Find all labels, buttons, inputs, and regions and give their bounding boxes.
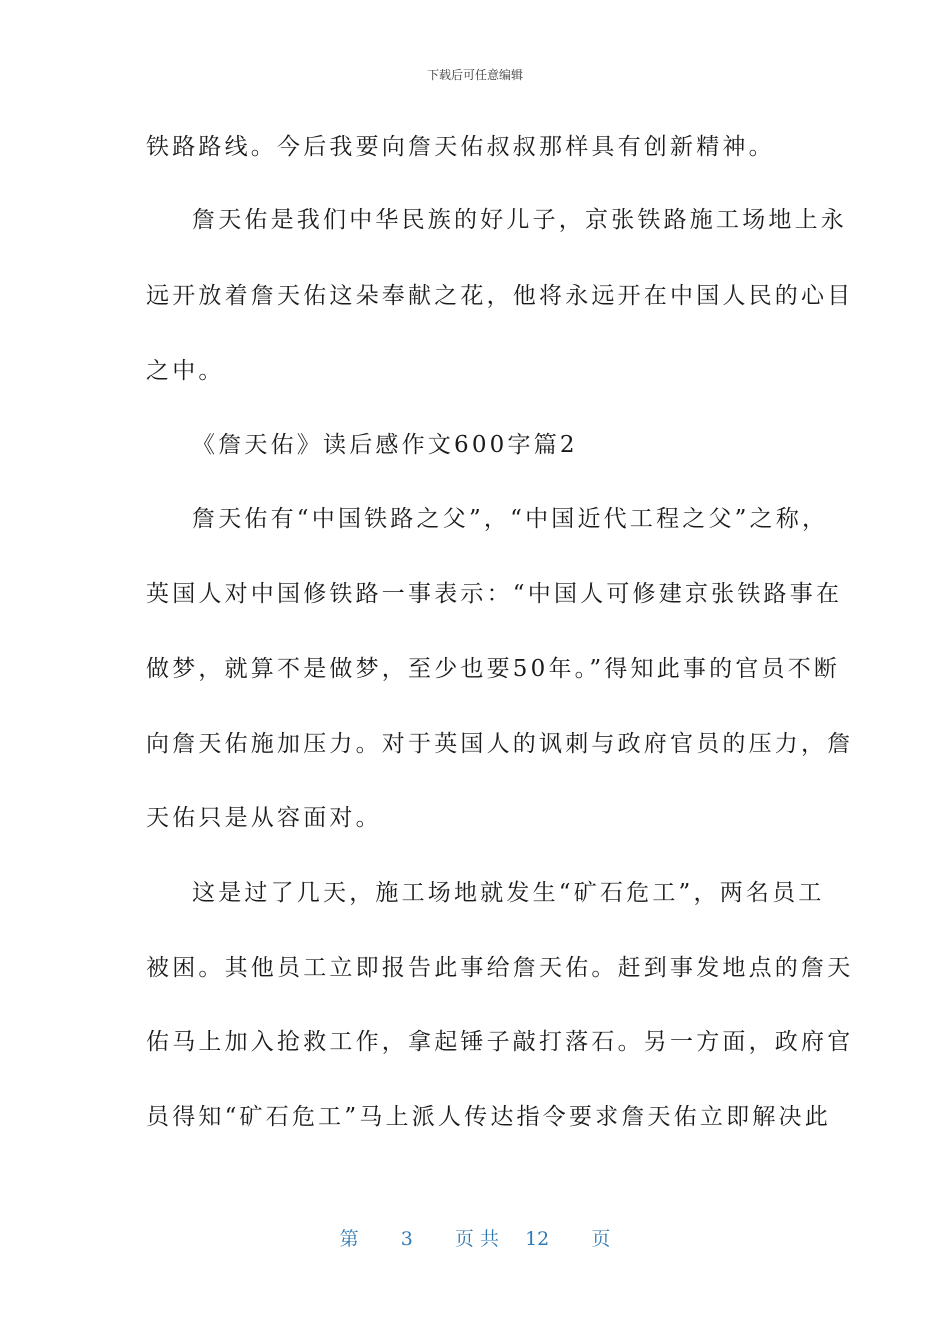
body-line: 詹天佑是我们中华民族的好儿子，京张铁路施工场地上永 (192, 207, 847, 233)
footer-current-page: 3 (400, 1228, 413, 1250)
footer-middle: 页 共 (454, 1228, 499, 1250)
page-header: 下载后可任意编辑 (426, 68, 523, 82)
footer-suffix: 页 (591, 1228, 611, 1250)
body-line: 之中。 (146, 358, 225, 384)
body-line: 做梦，就算不是做梦，至少也要50年。”得知此事的官员不断 (146, 656, 841, 682)
body-line: 英国人对中国修铁路一事表示：“中国人可修建京张铁路事在 (146, 581, 843, 607)
footer-total-pages: 12 (525, 1228, 550, 1250)
footer-prefix: 第 (339, 1228, 359, 1250)
body-line: 这是过了几天，施工场地就发生“矿石危工”，两名员工 (192, 880, 825, 906)
body-line: 天佑只是从容面对。 (146, 805, 382, 831)
body-line: 铁路路线。今后我要向詹天佑叔叔那样具有创新精神。 (146, 134, 775, 160)
body-line: 向詹天佑施加压力。对于英国人的讽刺与政府官员的压力，詹 (146, 731, 854, 757)
body-line: 詹天佑有“中国铁路之父”，“中国近代工程之父”之称， (192, 506, 829, 532)
body-line: 远开放着詹天佑这朵奉献之花，他将永远开在中国人民的心目 (146, 283, 854, 309)
body-line: 被困。其他员工立即报告此事给詹天佑。赶到事发地点的詹天 (146, 955, 854, 981)
section-title: 《詹天佑》读后感作文600字篇2 (192, 432, 578, 458)
page-footer (0, 1224, 950, 1251)
body-line: 员得知“矿石危工”马上派人传达指令要求詹天佑立即解决此 (146, 1104, 831, 1130)
body-line: 佑马上加入抢救工作，拿起锤子敲打落石。另一方面，政府官 (146, 1029, 854, 1055)
